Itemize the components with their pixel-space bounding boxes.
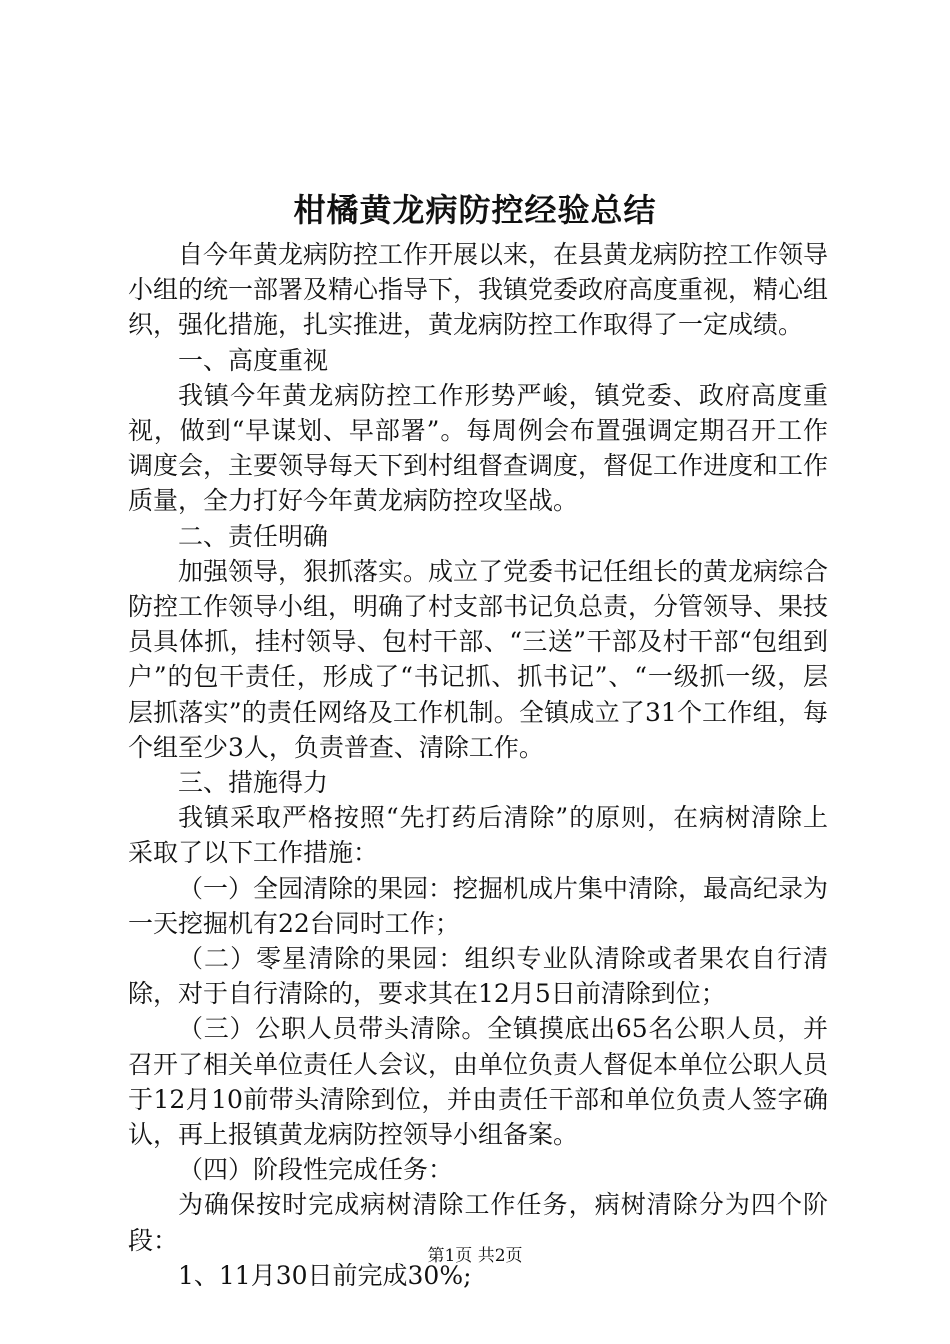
measure-item-1: （一）全园清除的果园：挖掘机成片集中清除，最高纪录为一天挖掘机有22台同时工作； [128, 873, 829, 938]
page-footer: 第1页 共2页 [427, 1246, 523, 1266]
intro-paragraph: 自今年黄龙病防控工作开展以来，在县黄龙病防控工作领导小组的统一部署及精心指导下，我镇党委政府高度重视，精心组织，强化措施，扎实推进，黄龙病防控工作取得了一定成绩。 [128, 240, 829, 340]
measure-item-4: （四）阶段性完成任务： [178, 1155, 454, 1185]
measure-item-3: （三）公职人员带头清除。全镇摸底出65名公职人员，并召开了相关单位责任人会议，由单位负责人督促本单位公职人员于12月10前带头清除到位，并由责任干部和单位负责人签字确认，再上报镇黄龙病防控领导小组备案。 [128, 1014, 829, 1150]
section-heading-1: 一、高度重视 [178, 345, 329, 375]
measure-item-2: （二）零星清除的果园：组织专业队清除或者果农自行清除，对于自行清除的，要求其在12月5日前清除到位； [128, 944, 828, 1009]
document-body [128, 237, 828, 1293]
section-3-paragraph: 我镇采取严格按照“先打药后清除”的原则，在病树清除上采取了以下工作措施： [128, 803, 828, 868]
stage-item-1: 1、11月30日前完成30%; [178, 1260, 472, 1290]
document-title: 柑橘黄龙病防控经验总结 [293, 191, 657, 229]
stage-intro-paragraph: 为确保按时完成病树清除工作任务，病树清除分为四个阶段： [128, 1190, 828, 1255]
section-1-paragraph: 我镇今年黄龙病防控工作形势严峻，镇党委、政府高度重视，做到“早谋划、早部署”。每周例会布置强调定期召开工作调度会，主要领导每天下到村组督查调度，督促工作进度和工作质量，全力打好今年黄龙病防控攻坚战。 [128, 380, 829, 516]
section-heading-3: 三、措施得力 [178, 768, 329, 798]
section-heading-2: 二、责任明确 [178, 521, 329, 551]
section-2-paragraph: 加强领导，狠抓落实。成立了党委书记任组长的黄龙病综合防控工作领导小组，明确了村支部书记负总责，分管领导、果技员具体抓，挂村领导、包村干部、“三送”干部及村干部“包组到户”的包干责任，形成了“书记抓、抓书记”、“一级抓一级，层层抓落实”的责任网络及工作机制。全镇成立了31个工作组，每个组至少3人，负责普查、清除工作。 [128, 556, 829, 762]
